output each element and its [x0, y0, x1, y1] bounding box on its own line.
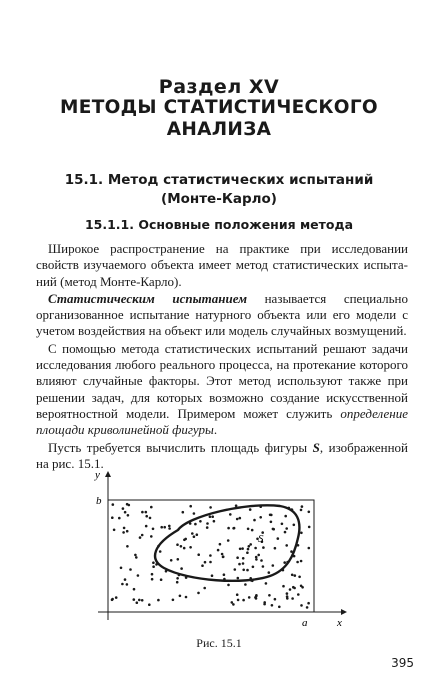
random-point	[179, 595, 182, 598]
axis-label-x: x	[337, 617, 342, 629]
random-point	[145, 511, 148, 514]
random-point	[242, 562, 245, 565]
random-point	[193, 535, 196, 538]
random-point	[194, 523, 197, 526]
random-point	[127, 514, 130, 517]
random-point	[126, 545, 129, 548]
random-point	[126, 530, 129, 533]
random-point	[185, 596, 188, 599]
random-point	[141, 534, 144, 537]
random-point	[227, 539, 230, 542]
random-point	[253, 519, 256, 522]
axis-label-y: y	[95, 469, 100, 481]
random-point	[259, 516, 262, 519]
random-point	[177, 558, 180, 561]
random-point	[172, 599, 175, 602]
section-title-line-1: МЕТОДЫ СТАТИСТИЧЕСКОГО	[60, 97, 378, 118]
random-point	[272, 528, 275, 531]
random-point	[239, 517, 242, 520]
random-points	[111, 503, 311, 609]
section-title-line-2: АНАЛИЗА	[166, 119, 272, 140]
random-point	[189, 505, 192, 508]
paragraph-3-end: .	[213, 422, 218, 438]
random-point	[297, 593, 300, 596]
random-point	[241, 547, 244, 550]
random-point	[247, 548, 250, 551]
random-point	[136, 601, 139, 604]
random-point	[209, 554, 212, 557]
random-point	[249, 508, 252, 511]
random-point	[301, 505, 304, 508]
random-point	[160, 578, 163, 581]
paragraph-4-end: , изображенной на рис. 15.1.	[36, 439, 409, 471]
random-point	[292, 586, 295, 589]
random-point	[183, 547, 186, 550]
random-point	[123, 527, 126, 530]
random-point	[308, 547, 311, 550]
random-point	[248, 596, 251, 599]
random-point	[182, 511, 185, 514]
section-title	[0, 97, 438, 141]
random-point	[189, 546, 192, 549]
random-point	[145, 525, 148, 528]
random-point	[260, 559, 263, 562]
random-point	[242, 557, 245, 560]
random-point	[286, 597, 289, 600]
random-point	[204, 561, 207, 564]
random-point	[199, 520, 202, 523]
random-point	[159, 550, 162, 553]
random-point	[244, 583, 247, 586]
random-point	[122, 531, 125, 534]
random-point	[242, 569, 245, 572]
random-point	[176, 543, 179, 546]
random-point	[255, 558, 258, 561]
random-point	[129, 568, 132, 571]
random-point	[274, 547, 277, 550]
random-point	[133, 588, 136, 591]
paragraph-3-text: С помощью метода статистических испытаний решают задачи исследования любого реального процесса, на протекание которого влияют случайные факторы. Этот метод используют также при решении задач, для которых возможно создание искусственной вероятностной модели. Примером может служить	[36, 340, 408, 421]
random-point	[201, 564, 204, 567]
random-point	[262, 546, 265, 549]
random-point	[249, 543, 252, 546]
random-point	[219, 543, 222, 546]
random-point	[300, 604, 303, 607]
random-point	[278, 606, 281, 609]
random-point	[152, 528, 155, 531]
random-point	[300, 585, 303, 588]
random-point	[191, 532, 194, 535]
random-point	[246, 551, 249, 554]
random-point	[139, 536, 142, 539]
random-point	[254, 547, 257, 550]
random-point	[133, 598, 136, 601]
random-point	[257, 554, 260, 557]
random-point	[111, 598, 114, 601]
random-point	[141, 511, 144, 514]
random-point	[211, 515, 214, 518]
random-point	[239, 548, 242, 551]
random-point	[112, 503, 115, 506]
random-point	[242, 599, 245, 602]
random-point	[193, 512, 196, 515]
random-point	[126, 583, 129, 586]
random-point	[291, 574, 294, 577]
random-point	[262, 565, 265, 568]
random-point	[300, 560, 303, 563]
random-point	[227, 527, 230, 530]
random-point	[308, 526, 311, 529]
random-point	[306, 606, 309, 609]
paragraph-4-symbol: S	[312, 439, 320, 455]
random-point	[286, 592, 289, 595]
paragraph-2	[36, 291, 408, 340]
random-point	[233, 527, 236, 530]
random-point	[213, 520, 216, 523]
random-point	[300, 532, 303, 535]
random-point	[141, 599, 144, 602]
chapter-title	[0, 171, 438, 209]
random-point	[246, 569, 249, 572]
random-point	[285, 527, 288, 530]
random-point	[284, 531, 287, 534]
random-point	[294, 574, 297, 577]
random-point	[255, 595, 258, 598]
random-point	[128, 504, 131, 507]
random-point	[150, 506, 153, 509]
random-point	[209, 561, 212, 564]
section-label: Раздел XV	[158, 76, 280, 98]
random-point	[237, 577, 240, 580]
random-point	[252, 566, 255, 569]
random-point	[148, 603, 151, 606]
random-point	[180, 545, 183, 548]
random-point	[197, 592, 200, 595]
random-point	[271, 604, 274, 607]
random-point	[274, 598, 277, 601]
random-point	[221, 553, 224, 556]
random-point	[180, 567, 183, 570]
random-point	[121, 583, 124, 586]
label-a: a	[302, 617, 308, 629]
random-point	[203, 587, 206, 590]
random-point	[270, 521, 273, 524]
paragraph-1: Широкое распространение на практике при исследовании свойств изучаемого объекта имеет метод статистических испытаний (метод Монте-Карло).	[36, 241, 408, 289]
chapter-title-line-2: (Монте-Карло)	[161, 191, 277, 207]
random-point	[157, 599, 160, 602]
random-point	[277, 537, 280, 540]
random-point	[272, 564, 275, 567]
random-point	[138, 599, 141, 602]
random-point	[237, 599, 240, 602]
random-point	[124, 578, 127, 581]
random-point	[111, 516, 114, 519]
page-number: 395	[391, 656, 414, 670]
random-point	[282, 585, 285, 588]
body-text	[36, 241, 408, 472]
random-point	[265, 582, 268, 585]
random-point	[152, 565, 155, 568]
random-point	[115, 596, 118, 599]
random-point	[236, 556, 239, 559]
random-point	[255, 556, 258, 559]
random-point	[298, 576, 301, 579]
random-point	[268, 571, 271, 574]
random-point	[134, 554, 137, 557]
random-point	[229, 513, 232, 516]
random-point	[160, 526, 163, 529]
random-point	[168, 525, 171, 528]
random-point	[149, 517, 152, 520]
paragraph-4-text: Пусть требуется вычислить площадь фигуры	[48, 439, 313, 455]
random-point	[223, 573, 226, 576]
random-point	[120, 567, 123, 570]
random-point	[209, 506, 212, 509]
random-point	[122, 507, 125, 510]
random-point	[196, 533, 199, 536]
random-point	[289, 588, 292, 591]
random-point	[247, 528, 250, 531]
random-point	[296, 561, 299, 564]
paragraph-3-emphasis: определение площади криволинейной фигуры	[36, 405, 408, 438]
paragraph-2-rest: называется специально организованное испытание натурного объекта или его модели с учетом воздействия на объект или модель случайных возмущений.	[36, 290, 408, 339]
random-point	[281, 523, 284, 526]
random-point	[118, 517, 121, 520]
random-point	[151, 578, 154, 581]
random-point	[238, 563, 241, 566]
random-point	[293, 524, 296, 527]
random-point	[197, 553, 200, 556]
random-point	[176, 577, 179, 580]
random-point	[135, 556, 138, 559]
random-point	[308, 511, 311, 514]
random-point	[232, 603, 235, 606]
subsection-title: 15.1.1. Основные положения метода	[84, 217, 354, 232]
random-point	[211, 574, 214, 577]
random-point	[113, 529, 116, 532]
paragraph-3	[36, 341, 408, 439]
random-point	[137, 574, 140, 577]
random-point	[236, 593, 239, 596]
random-point	[268, 594, 271, 597]
figure-caption: Рис. 15.1	[196, 636, 242, 650]
random-point	[222, 555, 225, 558]
random-point	[251, 529, 254, 532]
random-point	[284, 515, 287, 518]
random-point	[183, 539, 186, 542]
random-point	[291, 597, 294, 600]
random-point	[263, 603, 266, 606]
random-point	[176, 581, 179, 584]
random-point	[152, 561, 155, 564]
figure-15-1	[84, 462, 354, 632]
random-point	[248, 545, 251, 548]
random-point	[150, 535, 153, 538]
random-point	[270, 514, 273, 517]
random-point	[285, 544, 288, 547]
random-point	[227, 584, 230, 587]
random-point	[283, 561, 286, 564]
label-b: b	[96, 495, 102, 507]
random-point	[170, 559, 173, 562]
curvilinear-figure-S	[155, 505, 299, 581]
random-point	[124, 511, 127, 514]
random-point	[234, 568, 237, 571]
random-point	[209, 515, 212, 518]
label-S: S	[258, 533, 264, 545]
random-point	[145, 515, 148, 518]
random-point	[168, 527, 171, 530]
random-point	[206, 526, 209, 529]
chapter-title-line-1: 15.1. Метод статистических испытаний	[64, 172, 374, 188]
random-point	[255, 597, 258, 600]
term-statistical-test: Статистическим испытанием	[48, 290, 248, 306]
random-point	[307, 602, 310, 605]
random-point	[151, 573, 154, 576]
random-point	[236, 518, 239, 521]
random-point	[300, 509, 303, 512]
random-point	[206, 522, 209, 525]
monte-carlo-diagram	[84, 462, 354, 632]
random-point	[217, 549, 220, 552]
random-point	[163, 526, 166, 529]
